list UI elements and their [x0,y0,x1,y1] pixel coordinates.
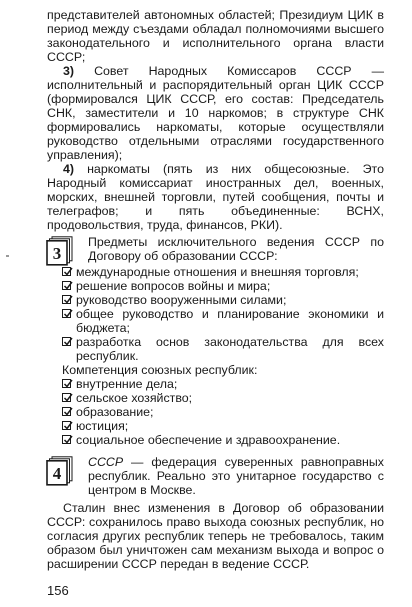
list-item: разработка основ законодательства для всех республик. [46,335,384,363]
section-3-number: 3 [52,244,62,263]
checkbox-icon [62,337,71,346]
checkbox-icon [62,407,71,416]
list-item-3-number: 3) [63,64,75,78]
list-item: сельское хозяйство; [46,391,384,405]
page-number: 156 [47,583,69,598]
scan-artifact [6,255,9,257]
closing-paragraph: Сталин внес изменения в Договор об образовании СССР: сохранилось право выхода союзных республик, но согласия других республик теперь не требовалось, таким образом был уничтожен сам механизм выхода и вопрос о расширении СССР передан в ведение СССР. [47,501,384,571]
list-item: социальное обеспечение и здравоохранение. [46,433,384,447]
checkbox-icon [62,435,71,444]
competence-heading: Компетенция союзных республик: [62,363,258,377]
list-item-3 [47,64,384,162]
stacked-pages-icon [46,456,74,486]
list-item-4-number: 4) [63,162,75,176]
ussr-definition [88,455,384,497]
checkbox-icon [62,309,71,318]
list-item: юстиция; [46,419,384,433]
list-item: руководство вооруженными силами; [46,293,384,307]
definition-text: — федерация суверенных равноправных республик. Реально это унитарное государство с центром в Москве. [88,455,384,497]
intro-paragraph: представителей автономных областей; Президиум ЦИК в период между съездами обладал полномочиями высшего законодательного и исполнительного органа власти СССР; [47,8,384,64]
definition-term: СССР [88,455,124,469]
exclusive-matters-list [46,265,384,363]
list-item-3-text: Совет Народных Комиссаров СССР — исполнительный и распорядительный орган ЦИК СССР (формировался ЦИК СССР, его состав: Председатель СНК, заместители и 10 наркомов; в структуре СНК формировались наркоматы, которые осуществляли руководство отдельными отраслями государственного управления); [47,64,384,162]
stacked-pages-icon [46,236,74,266]
list-item: образование; [46,405,384,419]
section-4 [46,455,384,497]
checkbox-icon [62,267,71,276]
checkbox-icon [62,295,71,304]
checkbox-icon [62,281,71,290]
section-3-badge [46,236,74,266]
checkbox-icon [62,393,71,402]
checkbox-icon [62,379,71,388]
competence-list [46,377,384,447]
section-3 [46,235,384,447]
page-body [47,8,384,571]
section-4-badge [46,456,74,486]
list-item-4-text: наркоматы (пять из них общесоюзные. Это Народный комиссариат иностранных дел, военных, морских, внешней торговли, путей сообщения, почты и телеграфов; и пять объединенные: ВСНХ, продовольствия, труда, финансов, РКИ). [47,162,384,232]
list-item: общее руководство и планирование экономики и бюджета; [46,307,384,335]
checkbox-icon [62,421,71,430]
list-item: внутренние дела; [46,377,384,391]
list-item: решение вопросов войны и мира; [46,279,384,293]
section-3-heading: Предметы исключительного ведения СССР по Договору об образовании СССР: [88,235,384,263]
section-4-number: 4 [52,464,62,483]
list-item-4 [47,162,384,232]
list-item: международные отношения и внешняя торговля; [46,265,384,279]
